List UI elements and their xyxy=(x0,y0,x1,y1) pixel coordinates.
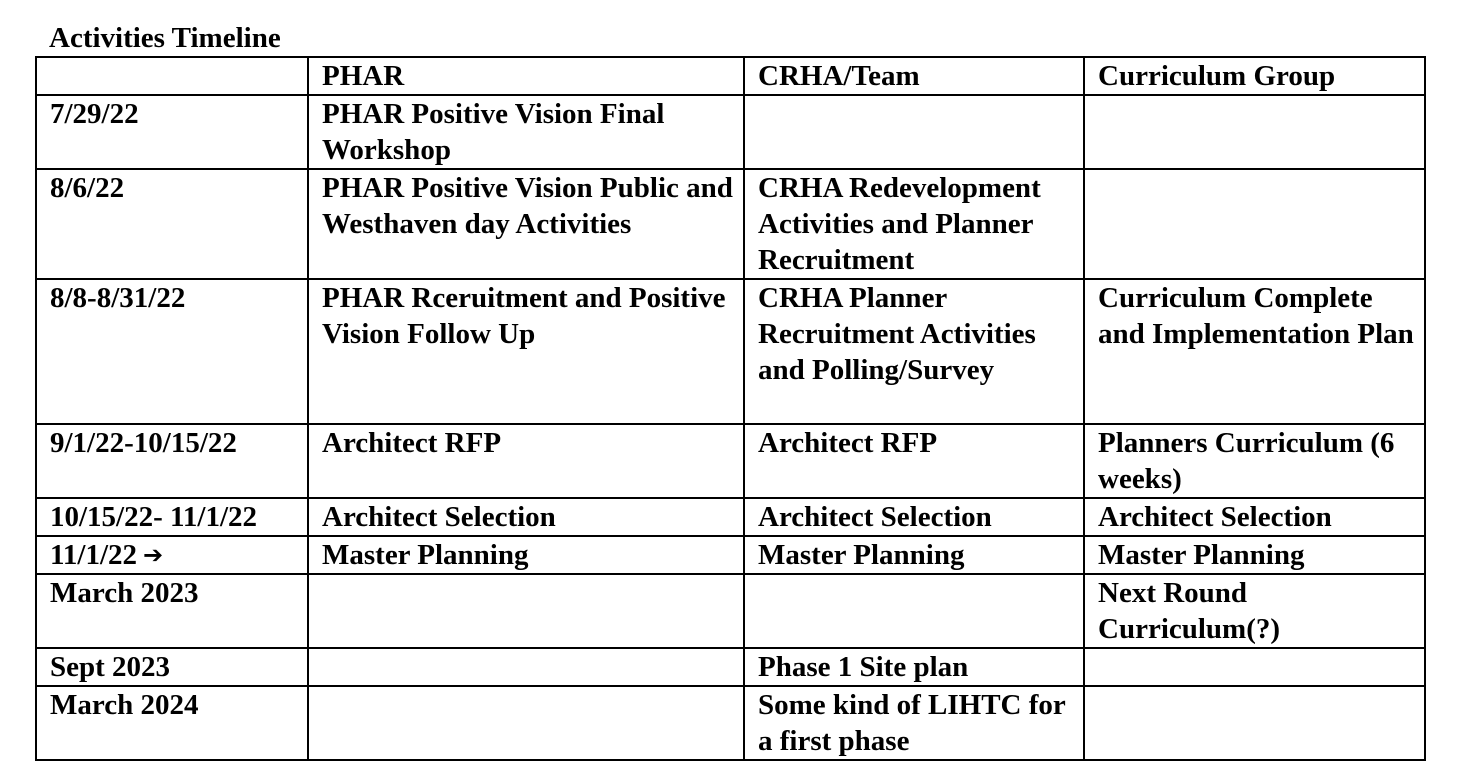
header-cell-curriculum-group: Curriculum Group xyxy=(1084,57,1425,95)
curriculum-cell: Curriculum Complete and Implementation Plan xyxy=(1084,279,1425,424)
crha-cell: Architect RFP xyxy=(744,424,1084,498)
header-cell-date xyxy=(36,57,308,95)
date-cell: 10/15/22- 11/1/22 xyxy=(36,498,308,536)
curriculum-cell xyxy=(1084,686,1425,760)
phar-cell: Architect Selection xyxy=(308,498,744,536)
page-title: Activities Timeline xyxy=(49,22,281,54)
table-row xyxy=(36,169,1425,279)
activities-timeline-table xyxy=(35,56,1426,761)
curriculum-cell xyxy=(1084,169,1425,279)
crha-cell: Architect Selection xyxy=(744,498,1084,536)
curriculum-cell: Planners Curriculum (6 weeks) xyxy=(1084,424,1425,498)
phar-cell xyxy=(308,574,744,648)
phar-cell xyxy=(308,686,744,760)
table-row xyxy=(36,424,1425,498)
curriculum-cell: Next Round Curriculum(?) xyxy=(1084,574,1425,648)
date-text: 11/1/22 xyxy=(50,539,138,571)
header-cell-phar: PHAR xyxy=(308,57,744,95)
curriculum-cell: Architect Selection xyxy=(1084,498,1425,536)
phar-cell: Master Planning xyxy=(308,536,744,574)
date-cell: 8/8-8/31/22 xyxy=(36,279,308,424)
date-cell: March 2024 xyxy=(36,686,308,760)
table-header-row xyxy=(36,57,1425,95)
table-row xyxy=(36,574,1425,648)
crha-cell: CRHA Planner Recruitment Activities and Polling/Survey xyxy=(744,279,1084,424)
crha-cell xyxy=(744,574,1084,648)
crha-cell: Phase 1 Site plan xyxy=(744,648,1084,686)
date-cell: 8/6/22 xyxy=(36,169,308,279)
curriculum-cell: Master Planning xyxy=(1084,536,1425,574)
header-cell-crha-team: CRHA/Team xyxy=(744,57,1084,95)
table-row xyxy=(36,648,1425,686)
crha-cell: CRHA Redevelopment Activities and Planner Recruitment xyxy=(744,169,1084,279)
table-row xyxy=(36,95,1425,169)
date-cell: 9/1/22-10/15/22 xyxy=(36,424,308,498)
right-arrow-icon: ➔ xyxy=(143,541,164,569)
table-row xyxy=(36,686,1425,760)
phar-cell: Architect RFP xyxy=(308,424,744,498)
crha-cell: Master Planning xyxy=(744,536,1084,574)
phar-cell: PHAR Positive Vision Public and Westhaven day Activities xyxy=(308,169,744,279)
table-row xyxy=(36,498,1425,536)
crha-cell: Some kind of LIHTC for a first phase xyxy=(744,686,1084,760)
curriculum-cell xyxy=(1084,648,1425,686)
curriculum-cell xyxy=(1084,95,1425,169)
date-cell: March 2023 xyxy=(36,574,308,648)
phar-cell: PHAR Rceruitment and Positive Vision Follow Up xyxy=(308,279,744,424)
crha-cell xyxy=(744,95,1084,169)
date-cell: 7/29/22 xyxy=(36,95,308,169)
phar-cell xyxy=(308,648,744,686)
date-cell: Sept 2023 xyxy=(36,648,308,686)
table-row xyxy=(36,279,1425,424)
phar-cell: PHAR Positive Vision Final Workshop xyxy=(308,95,744,169)
date-cell xyxy=(36,536,308,574)
table-row xyxy=(36,536,1425,574)
